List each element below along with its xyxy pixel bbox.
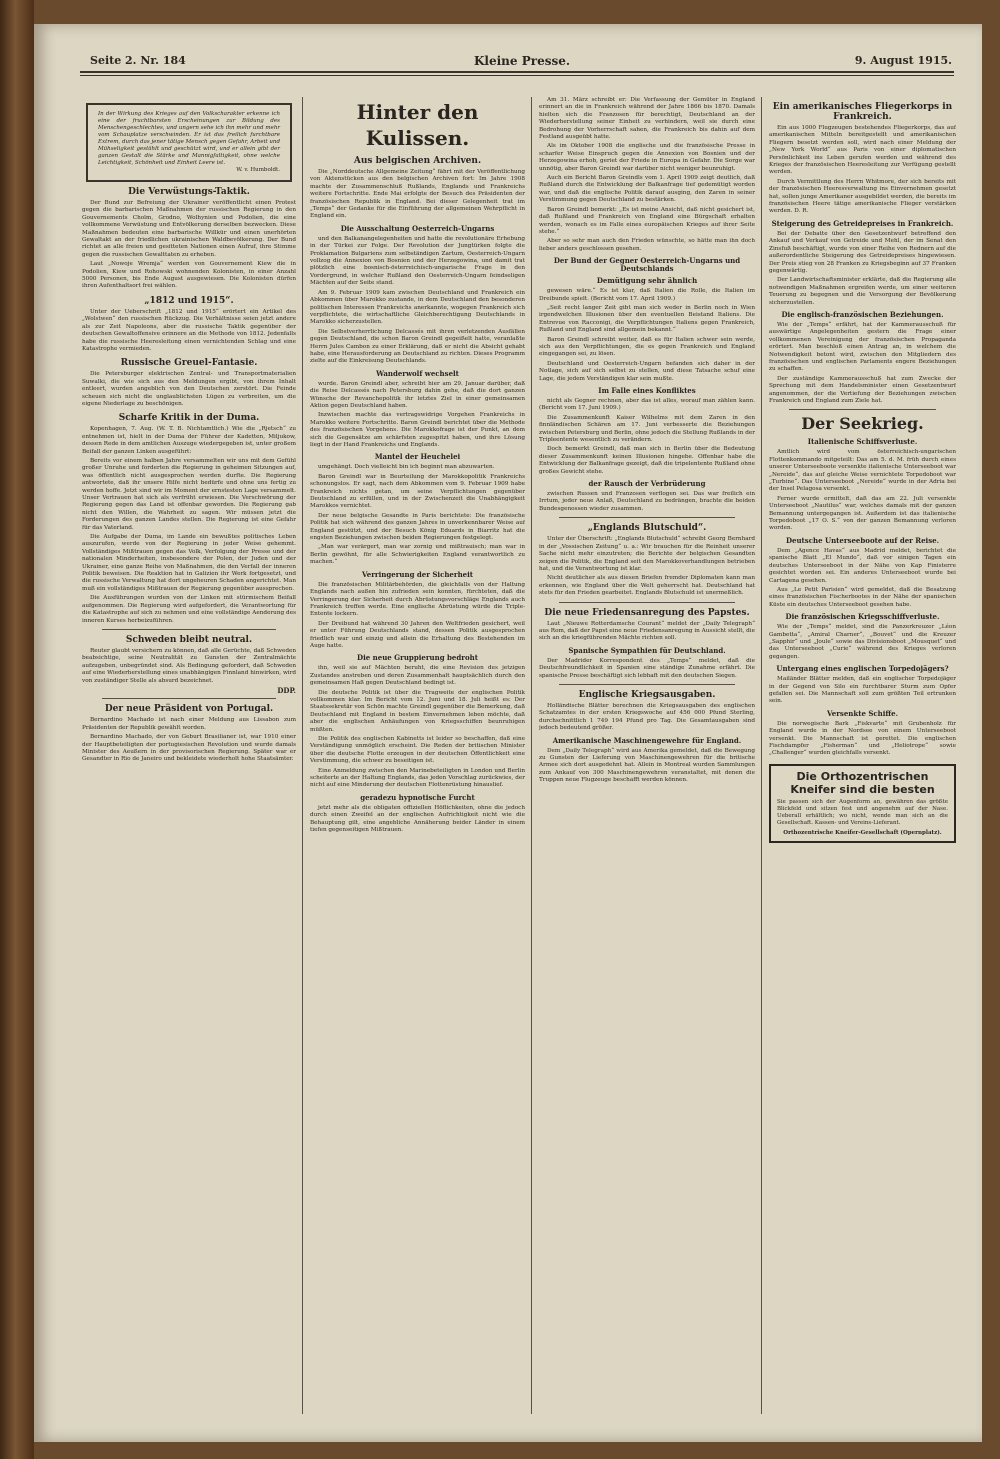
column-divider bbox=[761, 97, 762, 1414]
article-paragraph: Der Madrider Korrespondent des „Temps“ meldet, daß die Deutschfreundlichkeit in Spanien eine ständige Zunahme erfährt. Die spanische Presse beschäftigt sich lebhaft mit den deutschen Siegen. bbox=[539, 657, 755, 679]
article-paragraph: Wie der „Temps“ erfährt, hat der Kammerausschuß für auswärtige Angelegenheiten gestern die Frage einer vollkommenen Vereinigung der französischen Propaganda erörtert. Man beschloß einen Antrag an, in welchem die Notwendigkeit betont wird, zwischen den Mitgliedern des französischen und englischen Parlaments engere Beziehungen zu schaffen. bbox=[769, 321, 956, 373]
subheading: Die französischen Kriegsschiffverluste. bbox=[785, 612, 940, 622]
ad-footer: Orthozentrische Kneifer-Gesellschaft (Opernplatz). bbox=[783, 829, 942, 836]
article-title: Die Verwüstungs-Taktik. bbox=[128, 187, 250, 197]
article-paragraph: ihn, weil sie auf Mächten beruht, die eine Revision des jetzigen Zustandes anstreben und deren Zusammenhalt hauptsächlich durch den gemeinsamen Haß gegen Deutschland bedingt ist. bbox=[310, 665, 525, 687]
subheading: Der Bund der Gegner Oesterreich-Ungarns und Deutschlands bbox=[553, 256, 741, 274]
article-paragraph: Bernardino Machado ist nach einer Meldung aus Lissabon zum Präsidenten der Republik gewählt worden. bbox=[82, 717, 296, 731]
article-paragraph: Die Politik des englischen Kabinetts ist leider so beschaffen, daß eine Verständigung unmöglich erscheint. Die Reden der britischen Minister über die deutsche Flotte erzeugen in der deutschen Öffentlichkeit eine Verstimmung, die schwer zu beseitigen ist. bbox=[310, 736, 525, 765]
subheading: Steigerung des Getreidepreises in Frankreich. bbox=[771, 218, 954, 228]
article-title: Englische Kriegsausgaben. bbox=[578, 689, 716, 700]
article-title: „1812 und 1915“. bbox=[144, 295, 234, 306]
article-title: Der neue Präsident von Portugal. bbox=[104, 704, 274, 715]
article-paragraph: nicht als Gegner rechnen, aber das ist alles, worauf man zählen kann. (Bericht vom 17. Juni 1909.) bbox=[539, 398, 755, 412]
header-rule-thin bbox=[80, 75, 954, 76]
separator bbox=[102, 629, 276, 630]
column-3 bbox=[539, 97, 755, 1414]
article-paragraph: Unter der Überschrift: „Englands Blutschuld“ schreibt Georg Bernhard in der „Vossischen Zeitung“ u. a.: Wir brauchen für die Reinheit unserer Sache nicht mehr einzutreten; die Berichte der belgischen Gesandten zeigen die Politik, die England seit den Marokkoverhandlungen betrieben hat, und die Verantwortung ist klar. bbox=[539, 536, 755, 572]
separator bbox=[559, 684, 735, 685]
masthead: Kleine Presse. bbox=[474, 54, 571, 68]
motto-text: In der Wirkung des Krieges auf den Volkscharakter erkenne ich eine der fruchtbarsten Erscheinungen zur Bildung des Menschengeschlechtes, und ungern sehe ich ihn mehr und mehr vom Schauplatze verschwinden. Er ist das freilich furchtbare Extrem, durch das jener tätige Mensch gegen Gefahr, Arbeit und Mühseligkeit gestählt und geschützt wird, und er allein gibt der ganzen Gestalt die Stärke und Mannigfaltigkeit, ohne welche Leichtigkeit, Schönheit und Einheit Leere ist. bbox=[98, 111, 280, 166]
subheading: Italienische Schiffsverluste. bbox=[807, 437, 918, 447]
article-paragraph: „Seit recht langer Zeit gibt man sich weder in Berlin noch in Wien irgendwelchen Illusionen über den eventuellen Beistand Italiens. Die Entrevue von Racconigi, die Verpflichtungen Italiens gegen Frankreich, Rußland und England sind allgemein bekannt.“ bbox=[539, 304, 755, 334]
article-paragraph: Laut „Nowoje Wremja“ werden von Gouvernement Kiew die in Podolien, Kiew und Rohowski wohnenden Kolonisten, in einer Anzahl 5000 Personen, bis Ende August ausgewiesen. Die Kolonisten dürfen ihren Aufenthaltsort frei wählen. bbox=[82, 261, 296, 290]
article-title: Die neue Friedensanregung des Papstes. bbox=[544, 607, 750, 618]
subheading: der Rausch der Verbrüderung bbox=[588, 479, 706, 489]
article-title: „Englands Blutschuld“. bbox=[587, 523, 707, 534]
article-paragraph: Amtlich wird vom österreichisch-ungarischen Flottenkommando mitgeteilt: Das am 5. d. M. früh durch eines unserer Unterseeboote versenkte italienische Unterseeboot war „Nereide“, das auf gleiche Weise vernichtete Torpedoboot war „Turbine“. Das Unterseeboot „Nereide“ wurde in der Adria bei der Insel Pelagosa versenkt. bbox=[769, 449, 956, 493]
article-paragraph: Eine Anmeldung zwischen den Marinebeteiligten in London und Berlin scheiterte an der Haltung Englands, das jeden Vorschlag zurückwies, der nicht auf eine Minderung der deutschen Flottenrüstung hinauslief. bbox=[310, 767, 525, 789]
main-headline: Hinter den Kulissen. bbox=[356, 100, 479, 150]
article-paragraph: Als im Oktober 1908 die englische und die französische Presse in scharfer Weise Einspruch gegen die Annexion von Bosnien und der Herzegowina erhob, geriet der Friede in Europa in Gefahr. Die Sorge war unnötig, aber Baron Greindl war darüber nicht weniger beunruhigt. bbox=[539, 143, 755, 172]
article-title: Russische Greuel-Fantasie. bbox=[120, 358, 258, 369]
article-paragraph: Auch ein Bericht Baron Greindls vom 1. April 1909 zeigt deutlich, daß Rußland durch die Entwicklung der Balkanfrage tief gedemütigt worden war, und daß die englische Politik darauf ausging, den Zaren in seiner Verstimmung gegen Deutschland zu bestärken. bbox=[539, 175, 755, 204]
subheading: Die neue Gruppierung bedroht bbox=[357, 653, 478, 663]
article-paragraph: Bei der Debatte über den Gesetzentwurf betreffend den Ankauf und Verkauf von Getreide und Mehl, der im Senat den Zinsfuß beschäftigt, wurde von einer Reihe von Rednern auf die außerordentliche Steigerung des Getreidepreises hingewiesen. Der Preis stieg von 28 Franken zu Kriegsbeginn auf 37 Franken gegenwärtig. bbox=[769, 230, 956, 274]
article-paragraph: Bernardino Machado, der von Geburt Brasilianer ist, war 1910 einer der Hauptbeteiligten der portugiesischen Revolution und wurde damals Minister des Aeußern in der provisorischen Regierung. Später war er Gesandter in Rio de Janeiro und bekleidete wiederholt hohe Staatsämter. bbox=[82, 734, 296, 763]
article-paragraph: Holländische Blätter berechnen die Kriegsausgaben des englischen Schatzamtes in der ersten Kriegswoche auf 456 000 Pfund Sterling, durchschnittlich 1 749 194 Pfund pro Tag. Die Gesamtausgaben sind jedoch bedeutend größer. bbox=[539, 702, 755, 732]
article-paragraph: Die Zusammenkunft Kaiser Wilhelms mit dem Zaren in den finnländischen Schären am 17. Juni verbesserte die Beziehungen zwischen Petersburg und Berlin, ohne jedoch die Stellung Rußlands in der Tripleentente wesentlich zu verändern. bbox=[539, 414, 755, 444]
subheading: Untergang eines englischen Torpedojägers? bbox=[776, 664, 949, 674]
article-paragraph: Die „Norddeutsche Allgemeine Zeitung“ fährt mit der Veröffentlichung von Aktenstücken aus den belgischen Archiven fort: Im Jahre 1908 machte der Zusammenschluß Rußlands, Englands und Frankreichs weitere Fortschritte. Ende Mai erfolgte der Besuch des Präsidenten der französischen Republik in England. Bei dieser Gelegenheit trat im „Temps“ der Gedanke für die Einführung der allgemeinen Wehrpflicht in England ein. bbox=[310, 169, 525, 220]
subheading: Amerikanische Maschinengewehre für England. bbox=[552, 735, 742, 745]
article-paragraph: Der zuständige Kammerausschuß hat zum Zwecke der Sprechung mit dem Handelsminister einen Gesetzentwurf angenommen, der die Vertiefung der Beziehungen zwischen Frankreich und England zum Ziele hat. bbox=[769, 375, 956, 404]
article-paragraph: Die Selbstverherrlichung Delcassés mit ihren verletzenden Ausfällen gegen Deutschland, die schon Baron Greindl gegeißelt hatte, veranlaßte Herrn Jules Cambon zu einer Erklärung, daß er nicht die Absicht gehabt habe, eine Herausforderung an Deutschland zu richten. Dieses Programm zielte auf die Einkreisung Deutschlands. bbox=[310, 328, 525, 365]
article-paragraph: Die Ausführungen wurden von der Linken mit stürmischem Beifall aufgenommen. Die Regierung wird aufgefordert, die Verantwortung für die Katastrophe auf sich zu nehmen und eine vollständige Aenderung des inneren Kurses herbeizuführen. bbox=[82, 595, 296, 624]
article-paragraph: Dem „Daily Telegraph“ wird aus Amerika gemeldet, daß die Bewegung zu Gunsten der Lieferung von Maschinengewehren für die britische Armee sich dort ausgedehnt hat. Allein in Montreal wurden Sammlungen zum Ankauf von 300 Maschinengewehren veranstaltet, mit denen die Truppen neue Flugzeuge beschafft werden können. bbox=[539, 747, 755, 784]
article-title: Aus belgischen Archiven. bbox=[353, 156, 482, 166]
article-paragraph: „Man war verärgert, man war zornig und mißtrauisch; man war in Berlin gewöhnt, für alle Schwierigkeiten England verantwortlich zu machen.“ bbox=[310, 544, 525, 566]
article-paragraph: Der neue belgische Gesandte in Paris berichtete: Die französische Politik hat sich während des ganzen Jahres in unverkennbarer Weise auf England gestützt, und der Besuch König Eduards in Biarritz hat die engsten Beziehungen zwischen beiden Regierungen festgelegt. bbox=[310, 512, 525, 542]
section-headline: Der Seekrieg. bbox=[801, 414, 924, 434]
separator bbox=[559, 517, 735, 518]
article-paragraph: Ein aus 1000 Flugzeugen bestehendes Fliegerkorps, das auf amerikanischen Mitteln bereitgestellt und amerikanischen Fliegern besetzt werden soll, wird nach einer Meldung der „New York World“ aus Paris von einer diplomatischen Persönlichkeit ins Leben gerufen werden und während des Krieges der französischen Heeresleitung zur Verfügung gestellt werden. bbox=[769, 125, 956, 176]
subheading: geradezu hypnotische Furcht bbox=[360, 792, 475, 802]
article-paragraph: Die Petersburger elektrischen Zentral- und Transportmaterialien Suwalki, die wie sich aus den Meldungen ergibt, von ihrem Inhalt entleert, wurden angeblich von den Deutschen zerstört. Die Feinde scheuen sich nicht die unglaublichsten Lügen zu verbreiten, um die eigene Niederlage zu beschönigen. bbox=[82, 371, 296, 407]
issue-date: 9. August 1915. bbox=[854, 54, 952, 67]
subheading: Mantel der Heuchelei bbox=[374, 452, 461, 462]
article-paragraph: Nicht deutlicher als aus diesen Briefen fremder Diplomaten kann man erkennen, wie England über die Welt geherrscht hat. Deutschland hat stets für den Frieden gearbeitet. Englands Blutschuld ist unermeßlich. bbox=[539, 575, 755, 597]
column-1 bbox=[82, 97, 296, 1414]
article-paragraph: Am 31. März schreibt er: Die Verfassung der Gemüter in England erinnert an die in Frankreich während der Jahre 1866 bis 1870. Damals hielten sich die Franzosen für berechtigt, Deutschland an der Wiederherstellung seiner Einheit zu verhindern, weil sie durch eine Bedrohung der Vorherrschaft sahen, die Frankreich bis dahin auf dem Festland ausgeübt hatte. bbox=[539, 97, 755, 141]
article-paragraph: Baron Greindl war in Beurteilung der Marokkopolitik Frankreichs schonungslos. Er sagt, nach dem Abkommen vom 9. Februar 1909 habe Frankreich nichts getan, um seine Verpflichtungen gegenüber Deutschland zu erfüllen, und in der Zwischenzeit die Unabhängigkeit Marokkos vernichtet. bbox=[310, 473, 525, 510]
article-title: Ein amerikanisches Fliegerkorps in Frankreich. bbox=[772, 102, 953, 122]
article-paragraph: Der Landwirtschaftsminister erklärte, daß die Regierung alle notwendigen Maßnahmen ergreifen werde, um einer weiteren Teuerung zu begegnen und die Versorgung der Bevölkerung sicherzustellen. bbox=[769, 277, 956, 306]
article-paragraph: Die norwegische Bark „Fiskvarte“ mit Grubenholz für England wurde in der Nordsee von einem Unterseeboot versenkt. Die Mannschaft ist gerettet. Die englischen Fischdampfer „Fisherman“ und „Heliotrope“ sowie „Challenger“ wurden gleichfalls versenkt. bbox=[769, 720, 956, 757]
article-paragraph: Inzwischen machte das vertragswidrige Vorgehen Frankreichs in Marokko weitere Fortschritte. Baron Greindl berichtet über die Methode des französischen Vorgehens. Die Marokkofrage ist der Punkt, an dem sich die Gegensätze am schärfsten zugespitzt haben, und ihre Lösung liegt in der Hand Frankreichs und Englands. bbox=[310, 412, 525, 448]
article-paragraph: Mailänder Blätter melden, daß ein englischer Torpedojäger in der Gegend von Silo ein furchtbarer Sturm zum Opfer gefallen sei. Die Mannschaft soll zum größten Teil ertrunken sein. bbox=[769, 676, 956, 705]
column-divider bbox=[302, 97, 303, 1414]
subheading: Deutsche Unterseeboote auf der Reise. bbox=[785, 535, 940, 545]
article-paragraph: Bereits vor einem halben Jahre versammelten wir uns mit dem Gefühl großer Unruhe und forderten die Regierung in geheimen Sitzungen auf, was öffentlich nicht ausgesprochen werden durfte. Die Regierung antwortete, daß ihr unsere Hilfe nicht bedürfe und ohne uns fertig zu werden hoffe. Jetzt sind wir im Moment der ernstesten Lage versammelt. Unser Vertrauen hat sich als verfrüht erwiesen. Die Verschwörung der Regierung gegen das Land ist offenbar geworden. Die Regierung gab nicht den Willen, die Wahrheit zu sagen. Wir müssen jetzt die Forderungen des ganzen Landes stellen. Die Regierung ist eine Gefahr für das Vaterland. bbox=[82, 457, 296, 531]
column-2 bbox=[310, 97, 525, 1414]
article-paragraph: Reuter glaubt versichern zu können, daß alle Gerüchte, daß Schweden beabsichtige, seine Neutralität zu Gunsten der Zentralmächte aufzugeben, unbegründet sind. Als Bedingung gefordert, daß Schweden auf eine Wiederherstellung eines unabhängigen Finnland hinwirken, wird von zuständiger Stelle als absurd bezeichnet. bbox=[82, 647, 296, 684]
article-paragraph: Ferner wurde ermittelt, daß das am 22. Juli versenkte Unterseeboot „Nautilus“ war, welches damals mit der ganzen Bemannung untergegangen ist. Außerdem ist das italienische Torpedoboot „17 O. S.“ von der ganzen Bemannung verloren worden. bbox=[769, 495, 956, 532]
separator bbox=[789, 409, 936, 410]
subheading: Die Ausschaltung Oesterreich-Ungarns bbox=[340, 223, 495, 233]
article-paragraph: Baron Greindl schreibt weiter, daß es für Italien schwer sein werde, sich aus den Verpflichtungen, die es gegen Frankreich und England eingegangen sei, zu lösen. bbox=[539, 336, 755, 358]
article-paragraph: zwischen Russen und Franzosen verflogen sei. Das war freilich ein Irrtum, jeder neue Anlaß, Deutschland zu bedrängen, brachte die beiden Bundesgenossen wieder zusammen. bbox=[539, 491, 755, 512]
article-paragraph: Baron Greindl bemerkt: „Es ist meine Ansicht, daß nicht gesichert ist, daß Rußland und Frankreich von England eine Bürgschaft erhalten werden, wonach es im Falle eines europäischen Krieges auf ihrer Seite stehe.“ bbox=[539, 206, 755, 235]
agency-signature: DDP. bbox=[277, 685, 296, 695]
article-paragraph: Die französischen Militärbehörden, die gleichfalls von der Haltung Englands nach außen hin zufrieden sein konnten, fürchteten, daß die Verringerung der Sicherheit durch Abrüstungsvorschläge Englands auch Frankreich treffen werde. Eine englische Abrüstung würde die Triple-Entente lockern. bbox=[310, 581, 525, 618]
separator bbox=[102, 698, 276, 699]
article-paragraph: Die Aufgabe der Duma, im Lande ein bewußtes politisches Leben auszurufen, werde von der Regierung in jeder Weise gehemmt. Vollständiges Mißtrauen gegen das Volk, Verfolgung der Presse und der nationalen Minderheiten, insbesondere der Polen, der Juden und der Ukrainer, eine ganze Reihe von Maßnahmen, die den Verfall der inneren Politik beweisen. Die Reaktion hat in Galizien ihr Werk fortgesetzt, und die russische Verwaltung hat dort ungeheuren Schaden angerichtet. Man muß ein vollständiges Mißtrauen der Regierung gegenüber aussprechen. bbox=[82, 534, 296, 592]
article-paragraph: Deutschland und Oesterreich-Ungarn befanden sich daher in der Notlage, sich auf sich selbst zu stellen, und diese Tatsache schuf eine Lage, die jedem Verständigen klar sein mußte. bbox=[539, 360, 755, 382]
motto-signature: W. v. Humboldt. bbox=[236, 167, 280, 173]
subheading: Spanische Sympathien für Deutschland. bbox=[568, 645, 726, 655]
separator bbox=[559, 602, 735, 603]
subheading: Im Falle eines Konfliktes bbox=[598, 386, 696, 395]
page-issue: Seite 2. Nr. 184 bbox=[90, 54, 186, 67]
article-paragraph: gewesen wäre.“ Es ist klar, daß Italien die Rolle, die Italien im Dreibunde spielt. (Bericht vom 17. April 1909.) bbox=[539, 288, 755, 302]
article-paragraph: wurde. Baron Greindl aber, schreibt hier am 29. Januar darüber, daß die Reise Delcassés nach Petersburg dahin gehe, daß die dort ganzen Wünsche der Revanchepolitik ihr letztes Ziel in einer gemeinsamen Aktion gegen Deutschland haben. bbox=[310, 380, 525, 409]
book-spine bbox=[0, 0, 34, 1459]
article-paragraph: Am 9. Februar 1909 kam zwischen Deutschland und Frankreich ein Abkommen über Marokko zustande, in dem Deutschland den besonderen politischen Interessen Frankreichs anerkannte, wogegen Frankreich sich verpflichtete, die wirtschaftliche Gleichberechtigung Deutschlands in Marokko sicherzustellen. bbox=[310, 289, 525, 326]
newspaper-page bbox=[34, 24, 982, 1442]
article-paragraph: Wie der „Temps“ meldet, sind die Panzerkreuzer „Léon Gambetta“, „Amiral Charner“, „Bouvet“ und die Kreuzer „Sapphir“ und „Joule“ sowie das Divisionsboot „Mousquet“ und das Unterseeboot „Curie“ während des Krieges verloren gegangen. bbox=[769, 624, 956, 660]
subheading: Versenkte Schiffe. bbox=[826, 708, 899, 718]
column-4 bbox=[769, 97, 956, 1414]
article-paragraph: Unter der Ueberschrift „1812 und 1915“ erörtert ein Artikel des „Wolstwen“ den russischen Rückzug. Die Verhältnisse seien jetzt andere als zur Zeit Napoleons, aber die russische Taktik gegenüber der deutschen Gewaltoffensive erinnere an die Methode von 1812. Jedenfalls habe die russische Heeresleitung einen vernichtenden Schlag und eine Katastrophe vermieden. bbox=[82, 308, 296, 352]
subheading: Verringerung der Sicherheit bbox=[361, 569, 474, 579]
article-paragraph: Dem „Agence Havas“ aus Madrid meldet, berichtet die spanische Blatt „El Mundo“, daß vor einigen Tagen ein deutsches Unterseeboot in der Nähe von Kap Finisterre gesichtet worden sei. Ein anderes Unterseeboot wurde bei Cartagena gesehen. bbox=[769, 547, 956, 584]
article-paragraph: Kopenhagen, 7. Aug. (W. T. B. Nichtamtlich.) Wie die „Rjetsch“ zu entnehmen ist, hielt in der Duma der Führer der Kadetten, Miljukow, dessen Rede in dem amtlichen Auszuge wiedergegeben ist, unter großem Beifall der ganzen Linken ausgeführt: bbox=[82, 426, 296, 455]
article-paragraph: jetzt mehr als die obligaten offiziellen Höflichkeiten, ohne die jedoch durch einen Zweifel an der englischen Aufrichtigkeit nicht wie die Behauptung gilt, eine angebliche Annäherung beider Länder in einem tiefen gegenseitigen Mißtrauen. bbox=[310, 804, 525, 834]
article-paragraph: und den Balkanangelegenheiten und hatte die revolutionäre Erhebung in der Türkei zur Folge. Der Revolution der Jungtürken folgte die Proklamation Bulgariens zum selbständigen Zartum, Oesterreich-Ungarn vollzog die Annexion von Bosnien und der Herzegowina, und damit trat plötzlich eine bosnisch-österreichisch-ungarische Frage in den Vordergrund, in welcher Rußland den Oesterreich-Ungarn feindseligen Mächten auf der Seite stand. bbox=[310, 235, 525, 287]
ad-body: Sie passen sich der Augenform an, gewähren das größte Blickfeld und sitzen fest und angenehm auf der Nase. Ueberall erhältlich; wo nicht, wende man sich an die Gesellschaft. Kassen- und Vereins-Lieferant. bbox=[777, 798, 948, 826]
article-paragraph: Durch Vermittlung des Herrn Whitmore, der sich bereits mit der französischen Heeresverwaltung ins Einvernehmen gesetzt hat, sollen junge Amerikaner ausgebildet werden, die bereits im französischen Heere tätige amerikanische Flieger verstärken werden. D. R. bbox=[769, 178, 956, 215]
article-paragraph: Die deutsche Politik ist über die Tragweite der englischen Politik vollkommen klar. Im Bericht vom 12. Juni und 18. Juli heißt es: Der Staatssekretär von Schön machte Greindl gegenüber die Bemerkung, daß Deutschland mit England in bestem Einvernehmen leben möchte, daß aber die englischen Anhäufungen von Kriegsschiffen beunruhigen müßten. bbox=[310, 689, 525, 733]
article-paragraph: Doch bemerkt Greindl, daß man sich in Berlin über die Bedeutung dieser Zusammenkunft keinen Illusionen hingebe. Offenbar habe die Entwicklung der Balkanfrage gezeigt, daß die tripelentente Rußland ohne großes Gewicht stehe. bbox=[539, 446, 755, 475]
article-title: Schweden bleibt neutral. bbox=[125, 634, 253, 645]
advertisement bbox=[769, 764, 956, 843]
article-paragraph: umgehängt. Doch vielleicht bin ich beginnt man abzuwarten. bbox=[318, 464, 495, 471]
subheading: Wanderwolf wechselt bbox=[376, 368, 459, 378]
article-paragraph: Laut „Nieuwe Rotterdamsche Courant“ meldet der „Daily Telegraph“ aus Rom, daß der Papst eine neue Friedensanregung in Aussicht stellt, die sich an die kriegführenden Mächte richten soll. bbox=[539, 620, 755, 642]
subheading: Demütigung sehr ähnlich bbox=[596, 276, 698, 286]
subheading: Die englisch-französischen Beziehungen. bbox=[781, 309, 944, 319]
header-rule bbox=[80, 71, 954, 73]
article-paragraph: Der Dreibund hat während 30 Jahren den Weltfrieden gesichert, weil er unter Führung Deutschlands stand, dessen Politik ausgesprochen friedlich war und einzig und allein die Erhaltung des Bestehenden im Auge hatte. bbox=[310, 620, 525, 649]
motto-box bbox=[86, 103, 292, 182]
ad-headline: Die Orthozentrischen Kneifer sind die besten bbox=[790, 769, 935, 796]
column-divider bbox=[531, 97, 532, 1414]
article-paragraph: Aus „Le Petit Parisien“ wird gemeldet, daß die Besatzung eines französischen Fischerbootes in der Nähe der spanischen Küste ein deutsches Unterseeboot gesehen habe. bbox=[769, 586, 956, 608]
article-title: Scharfe Kritik in der Duma. bbox=[118, 413, 260, 424]
article-paragraph: Der Bund zur Befreiung der Ukrainer veröffentlicht einen Protest gegen die barbarischen Maßnahmen der russischen Regierung in den Gouvernements Cholm, Grodno, Wolhynien und Podolien, die eine vollkommene Verwüstung und Entvölkerung derselben bezwecken. Diese Maßnahmen bedeuten eine barbarische Willkür und einen unerhörten Gewaltakt an der friedlichen ukrainischen Waldbevölkerung. Der Bund richtet an alle freien und gesitteten Nationen einen Aufruf, ihre Stimme gegen die russischen Gewalttaten zu erheben. bbox=[82, 200, 296, 258]
article-paragraph: Aber so sehr man auch den Frieden wünschte, so hätte man ihn doch lieber anders geschlossen gesehen. bbox=[539, 238, 755, 252]
